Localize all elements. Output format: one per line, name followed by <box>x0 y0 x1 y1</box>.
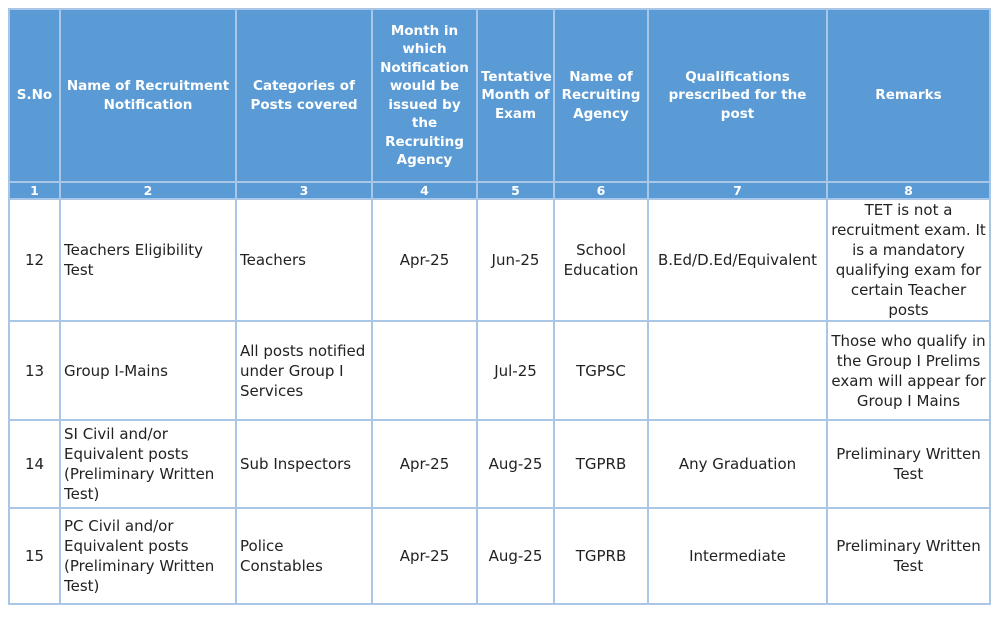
cell-exam-month: Aug-25 <box>477 420 554 508</box>
column-number-row <box>9 182 990 199</box>
column-number: 5 <box>477 182 554 199</box>
cell-agency: TGPRB <box>554 508 648 604</box>
cell-notification-month <box>372 321 477 420</box>
cell-categories: All posts notified under Group I Services <box>236 321 372 420</box>
cell-categories: Sub Inspectors <box>236 420 372 508</box>
table-row <box>9 199 990 321</box>
cell-agency: School Education <box>554 199 648 321</box>
header-remarks: Remarks <box>827 9 990 182</box>
cell-qualifications: Intermediate <box>648 508 827 604</box>
header-notification-month: Month in which Notification would be issued by the Recruiting Agency <box>372 9 477 182</box>
header-qualifications: Qualifications prescribed for the post <box>648 9 827 182</box>
cell-exam-month: Aug-25 <box>477 508 554 604</box>
cell-sno: 12 <box>9 199 60 321</box>
cell-notification-month: Apr-25 <box>372 420 477 508</box>
cell-categories: Teachers <box>236 199 372 321</box>
cell-sno: 15 <box>9 508 60 604</box>
cell-sno: 14 <box>9 420 60 508</box>
header-row <box>9 9 990 182</box>
cell-notification-month: Apr-25 <box>372 508 477 604</box>
cell-agency: TGPSC <box>554 321 648 420</box>
cell-remarks: Preliminary Written Test <box>827 508 990 604</box>
table-row <box>9 420 990 508</box>
cell-sno: 13 <box>9 321 60 420</box>
column-number: 1 <box>9 182 60 199</box>
cell-exam-month: Jul-25 <box>477 321 554 420</box>
cell-qualifications: B.Ed/D.Ed/Equivalent <box>648 199 827 321</box>
header-exam-month: Tentative Month of Exam <box>477 9 554 182</box>
cell-recruitment-name: Teachers Eligibility Test <box>60 199 236 321</box>
cell-categories: Police Constables <box>236 508 372 604</box>
cell-exam-month: Jun-25 <box>477 199 554 321</box>
recruitment-table <box>8 8 991 605</box>
cell-recruitment-name: SI Civil and/or Equivalent posts (Preliminary Written Test) <box>60 420 236 508</box>
cell-qualifications <box>648 321 827 420</box>
header-categories: Categories of Posts covered <box>236 9 372 182</box>
cell-notification-month: Apr-25 <box>372 199 477 321</box>
column-number: 4 <box>372 182 477 199</box>
cell-recruitment-name: Group I-Mains <box>60 321 236 420</box>
column-number: 7 <box>648 182 827 199</box>
cell-remarks: Preliminary Written Test <box>827 420 990 508</box>
column-number: 8 <box>827 182 990 199</box>
column-number: 3 <box>236 182 372 199</box>
cell-remarks: Those who qualify in the Group I Prelims exam will appear for Group I Mains <box>827 321 990 420</box>
header-agency: Name of Recruiting Agency <box>554 9 648 182</box>
header-sno: S.No <box>9 9 60 182</box>
cell-remarks: TET is not a recruitment exam. It is a mandatory qualifying exam for certain Teacher posts <box>827 199 990 321</box>
cell-agency: TGPRB <box>554 420 648 508</box>
cell-recruitment-name: PC Civil and/or Equivalent posts (Preliminary Written Test) <box>60 508 236 604</box>
column-number: 6 <box>554 182 648 199</box>
table-row <box>9 508 990 604</box>
cell-qualifications: Any Graduation <box>648 420 827 508</box>
table-row <box>9 321 990 420</box>
column-number: 2 <box>60 182 236 199</box>
header-recruitment-name: Name of Recruitment Notification <box>60 9 236 182</box>
